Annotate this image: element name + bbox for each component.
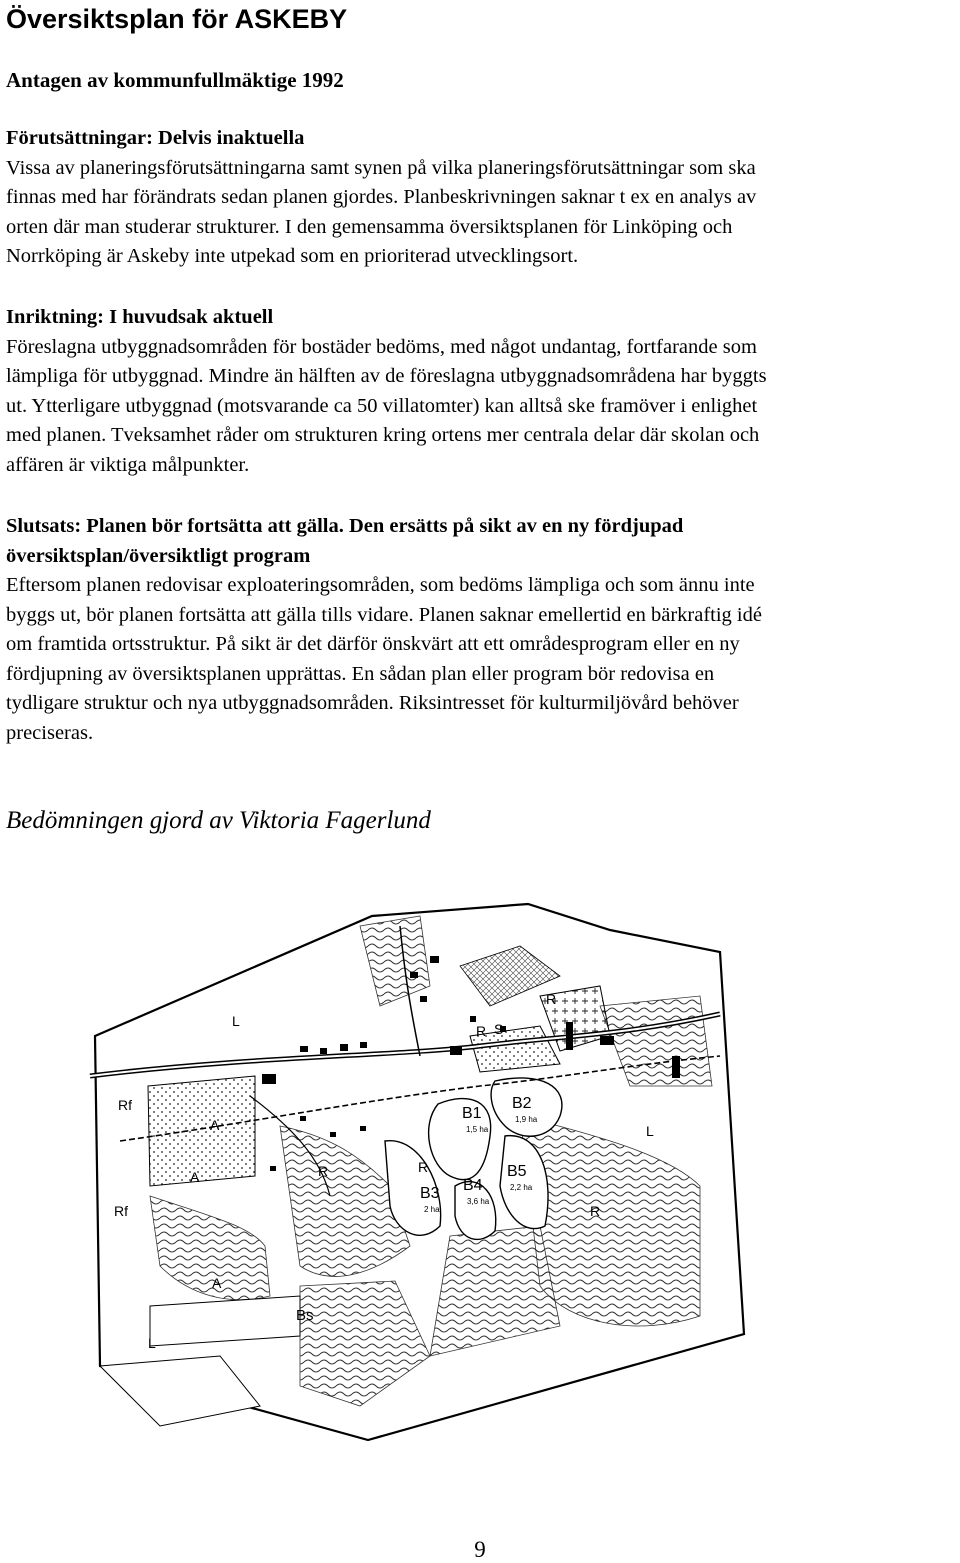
text-line: lämpliga för utbyggnad. Mindre än hälften av de föreslagna utbyggnadsområdena har byggts — [6, 365, 767, 387]
text-line: Vissa av planeringsförutsättningarna samt synen på vilka planeringsförutsättningar som ska — [6, 156, 756, 179]
map-label: R — [476, 1023, 487, 1039]
text-line: finnas med har förändrats sedan planen gjordes. Planbeskrivningen saknar t ex en analys av — [6, 186, 757, 208]
open-land — [100, 1356, 260, 1426]
text-line: om framtida ortsstruktur. På sikt är det därför önskvärt att ett områdesprogram eller en ny — [6, 633, 740, 655]
forest-area — [360, 916, 430, 1006]
text-line: med planen. Tveksamhet råder om strukturen kring ortens mer centrala delar där skolan och — [6, 424, 760, 446]
page-number: 9 — [474, 1537, 486, 1562]
text-line: fördjupning av översiktsplanen upprättas. En sådan plan eller program bör redovisa en — [6, 662, 715, 685]
map-label: A — [212, 1275, 222, 1291]
map-label: B1 — [462, 1105, 482, 1122]
map-label: Bs — [296, 1307, 314, 1324]
map-label: L — [646, 1123, 654, 1139]
text-line: orten där man studerar strukturer. I den gemensamma översiktsplanen för Linköping och — [6, 215, 733, 238]
adoption-subtitle: Antagen av kommunfullmäktige 1992 — [6, 68, 344, 92]
map-label: 3,6 ha — [467, 1197, 490, 1206]
map-label: B2 — [512, 1095, 532, 1112]
page-title: Översiktsplan för ASKEBY — [6, 4, 348, 34]
map-label: L — [148, 1335, 156, 1351]
map-label: B3 — [420, 1185, 440, 1202]
development-area-a — [148, 1076, 255, 1186]
map-label: 2 ha — [424, 1205, 440, 1214]
section-forutsattningar — [6, 124, 956, 272]
text-line: ut. Ytterligare utbyggnad (motsvarande ca 50 villatomter) kan alltså ske framöver i enlighet — [6, 394, 758, 417]
section-heading: översiktsplan/översiktligt program — [6, 544, 311, 567]
map-label: R — [590, 1203, 601, 1219]
forest-area — [600, 996, 712, 1086]
text-line: preciseras. — [6, 721, 94, 744]
map-label: L — [232, 1013, 240, 1029]
map-label: A — [210, 1117, 220, 1133]
text-line: Eftersom planen redovisar exploateringsområden, som bedöms lämpliga och som ännu inte — [6, 574, 755, 596]
forest-area — [150, 1196, 270, 1300]
forest-area — [300, 1281, 430, 1406]
text-line: tydligare struktur och nya utbyggnadsområden. Riksintresset för kulturmiljövård behöver — [6, 692, 739, 714]
text-line: byggs ut, bör planen fortsätta att gälla tills vidare. Planen saknar emellertid en bärkraftig idé — [6, 603, 762, 626]
map-label: 1,5 ha — [466, 1125, 489, 1134]
map-label: B5 — [507, 1163, 527, 1180]
text-line: affären är viktiga målpunkter. — [6, 453, 250, 476]
forest-area — [430, 1226, 560, 1356]
text-line: Föreslagna utbyggnadsområden för bostäder bedöms, med något undantag, fortfarande som — [6, 335, 757, 358]
map-label: B4 — [463, 1177, 483, 1194]
section-slutsats — [6, 512, 956, 748]
map-label: R — [318, 1163, 329, 1179]
map-label: 2,2 ha — [510, 1183, 533, 1192]
map-label: Rf — [118, 1097, 132, 1113]
askeby-plan-map — [0, 886, 960, 1446]
open-land — [150, 1296, 300, 1346]
section-inriktning — [6, 303, 956, 480]
text-line: Norrköping är Askeby inte utpekad som en prioriterad utvecklingsort. — [6, 245, 579, 267]
map-label: R — [546, 991, 557, 1007]
section-heading: Slutsats: Planen bör fortsätta att gälla. Den ersätts på sikt av en ny fördjupad — [6, 515, 684, 537]
map-label: S — [494, 1021, 504, 1037]
section-heading: Inriktning: I huvudsak aktuell — [6, 306, 274, 328]
signature: Bedömningen gjord av Viktoria Fagerlund — [6, 807, 431, 834]
section-heading: Förutsättningar: Delvis inaktuella — [6, 127, 305, 149]
map-label: 1,9 ha — [515, 1115, 538, 1124]
map-label: Rf — [114, 1203, 128, 1219]
map-label: A — [190, 1169, 200, 1185]
map-label: R — [418, 1159, 429, 1175]
